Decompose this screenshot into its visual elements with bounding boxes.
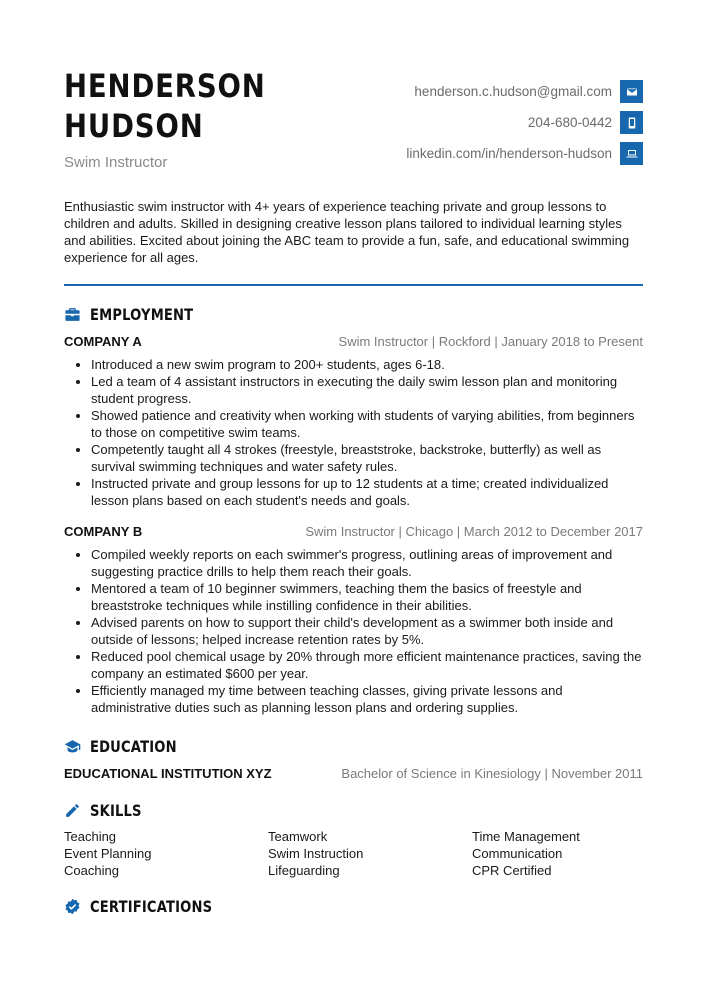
section-title: CERTIFICATIONS [90, 896, 213, 916]
last-name: HUDSON [64, 107, 204, 145]
skill-item: Time Management [472, 829, 580, 844]
skills-grid [64, 828, 643, 879]
contact-linkedin[interactable] [406, 142, 643, 165]
bullet-item: • Instructed private and group lessons for up to 12 students at a time; created individualized lesson plans based on each student's needs and goals. [91, 475, 643, 509]
skill-item: Teamwork [268, 829, 328, 844]
contact-phone[interactable] [406, 111, 643, 134]
degree-meta: Bachelor of Science in Kinesiology | November 2011 [341, 766, 643, 781]
education-heading [64, 736, 643, 756]
bullet-item: • Advised parents on how to support their child's development as a swimmer both inside and outside of lessons; helped increase retention rates by 5%. [91, 614, 643, 648]
skill-item: Communication [472, 846, 563, 861]
skill-item: Teaching [64, 829, 117, 844]
contact-list [406, 80, 643, 173]
bullet-item: • Competently taught all 4 strokes (freestyle, breaststroke, backstroke, butterfly) as well as survival swimming techniques and water safety rules. [91, 441, 643, 475]
skill-item: CPR Certified [472, 863, 552, 878]
job-meta: Swim Instructor | Chicago | March 2012 to December 2017 [305, 524, 643, 539]
skill-item: Lifeguarding [268, 863, 340, 878]
bullet-item: • Showed patience and creativity when working with students of varying abilities, from beginners to those on competitive swim teams. [91, 407, 643, 441]
laptop-icon [620, 142, 643, 165]
summary-text: Enthusiastic swim instructor with 4+ years of experience teaching private and group lessons to children and adults. Skilled in designing creative lesson plans tailored to individual learning styles and abilities. Excited about joining the ABC team to provide a fun, safe, and educational swimming experience for all ages. [64, 199, 630, 265]
job-header [64, 524, 643, 539]
institution-name: EDUCATIONAL INSTITUTION XYZ [64, 766, 272, 781]
linkedin-text[interactable]: linkedin.com/in/henderson-hudson [406, 146, 612, 161]
job-header [64, 334, 643, 349]
job-meta: Swim Instructor | Rockford | January 2018 to Present [338, 334, 643, 349]
bullet-item: • Reduced pool chemical usage by 20% through more efficient maintenance practices, saving the company an estimated $600 per year. [91, 648, 643, 682]
job-bullets [64, 356, 643, 509]
skill-item: Swim Instruction [268, 846, 364, 861]
email-icon [620, 80, 643, 103]
skills-heading [64, 800, 643, 820]
employment-heading [64, 304, 643, 324]
email-text[interactable]: henderson.c.hudson@gmail.com [414, 84, 612, 99]
contact-email[interactable] [406, 80, 643, 103]
job-bullets [64, 546, 643, 716]
company-name: COMPANY A [64, 334, 142, 349]
job-title: Swim Instructor [64, 154, 168, 171]
bullet-item: • Efficiently managed my time between teaching classes, giving private lessons and administrative duties such as planning lesson plans and ordering supplies. [91, 682, 643, 716]
skill-item: Coaching [64, 863, 119, 878]
pencil-icon [64, 802, 81, 819]
section-title: EDUCATION [90, 736, 177, 756]
graduation-cap-icon [64, 738, 81, 755]
education-entry [64, 766, 643, 781]
bullet-item: • Compiled weekly reports on each swimmer's progress, outlining areas of improvement and suggesting practice drills to help them reach their goals. [91, 546, 643, 580]
bullet-item: • Led a team of 4 assistant instructors in executing the daily swim lesson plan and monitoring student progress. [91, 373, 643, 407]
phone-icon [620, 111, 643, 134]
skill-item: Event Planning [64, 846, 152, 861]
section-title: SKILLS [90, 800, 142, 820]
header-divider [64, 284, 643, 286]
bullet-item: • Mentored a team of 10 beginner swimmers, teaching them the basics of freestyle and breaststroke techniques while instilling confidence in their abilities. [91, 580, 643, 614]
company-name: COMPANY B [64, 524, 143, 539]
briefcase-icon [64, 306, 81, 323]
section-title: EMPLOYMENT [90, 304, 194, 324]
resume-header [64, 66, 643, 186]
resume-page [64, 64, 643, 916]
phone-text[interactable]: 204-680-0442 [527, 115, 612, 130]
bullet-item: • Introduced a new swim program to 200+ students, ages 6-18. [91, 356, 643, 373]
first-name: HENDERSON [64, 67, 266, 105]
verified-badge-icon [64, 898, 81, 915]
certifications-heading [64, 896, 643, 916]
